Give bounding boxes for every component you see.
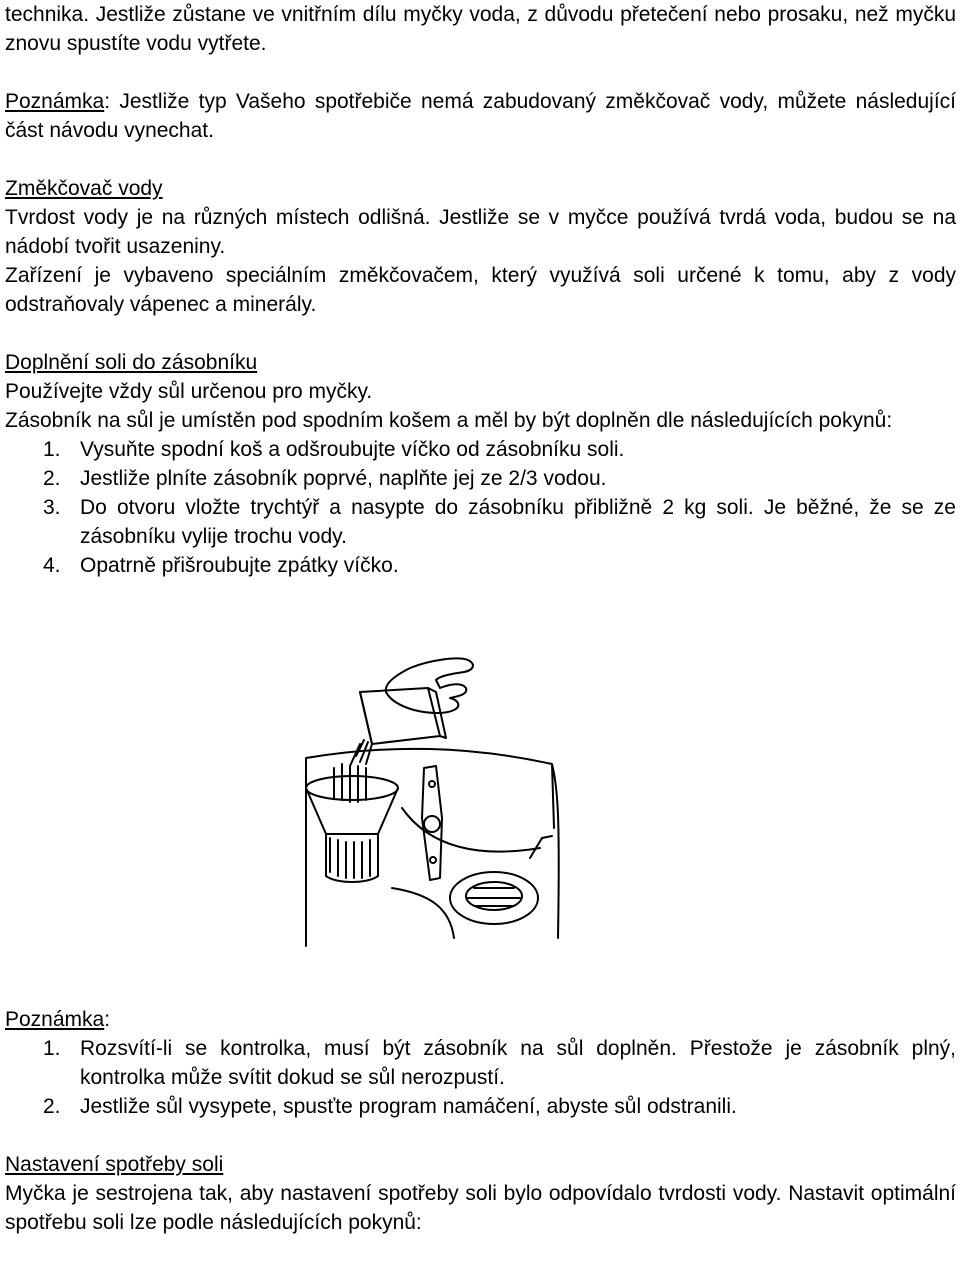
note-text: : Jestliže typ Vašeho spotřebiče nemá zabudovaný změkčovač vody, můžete následující část návodu vynechat. — [5, 90, 956, 142]
dishwasher-cabinet — [306, 749, 559, 946]
softener-paragraph-1: Tvrdost vody je na různých místech odlišná. Jestliže se v myčce používá tvrdá voda, budou se na nádobí tvořit usazeniny. — [5, 206, 956, 258]
hand-icon — [386, 658, 473, 713]
list-item: 3. Do otvoru vložte trychtýř a nasypte do zásobníku přibližně 2 kg soli. Je běžné, že se ze zásobníku vylije trochu vody. — [43, 496, 956, 548]
refill-paragraph-2: Zásobník na sůl je umístěn pod spodním košem a měl by být doplněn dle následujících pokynů: — [5, 409, 893, 432]
consumption-paragraph: Myčka je sestrojena tak, aby nastavení spotřeby soli bylo odpovídalo tvrdosti vody. Nastavit optimální spotřebu soli lze podle následujících pokynů: — [5, 1182, 956, 1234]
section-heading-refill: Doplnění soli do zásobníku — [5, 351, 258, 374]
refill-paragraph-1: Používejte vždy sůl určenou pro myčky. — [5, 380, 373, 403]
list-item: 4. Opatrně přišroubujte zpátky víčko. — [43, 554, 399, 577]
list-item: 1. Vysuňte spodní koš a odšroubujte víčko od zásobníku soli. — [43, 438, 625, 461]
salt-box-icon — [360, 688, 440, 744]
salt-refill-illustration — [290, 648, 590, 948]
list-item: 2. Jestliže sůl vysypete, spusťte program namáčení, abyste sůl odstranili. — [43, 1095, 737, 1118]
note-paragraph — [0, 87, 960, 145]
refill-steps — [0, 435, 960, 580]
section-heading-softener: Změkčovač vody — [5, 177, 163, 200]
section-heading-consumption: Nastavení spotřeby soli — [5, 1153, 224, 1176]
note-2-items — [0, 1034, 960, 1121]
list-item: 2. Jestliže plníte zásobník poprvé, naplňte jej ze 2/3 vodou. — [43, 467, 607, 490]
salt-container-icon — [306, 776, 398, 800]
note-label: Poznámka — [5, 90, 105, 113]
list-item: 1. Rozsvítí-li se kontrolka, musí být zásobník na sůl doplněn. Přestože je zásobník plný, kontrolka může svítit dokud se sůl nerozpustí. — [43, 1037, 956, 1089]
softener-paragraph-2: Zařízení je vybaveno speciálním změkčovačem, který využívá soli určené k tomu, aby z vody odstraňovaly vápenec a minerály. — [5, 264, 956, 316]
intro-paragraph: technika. Jestliže zůstane ve vnitřním dílu myčky voda, z důvodu přetečení nebo prosaku, než myčku znovu spustíte vodu vytřete. — [5, 3, 956, 55]
note-2-heading: Poznámka: — [5, 1008, 111, 1031]
